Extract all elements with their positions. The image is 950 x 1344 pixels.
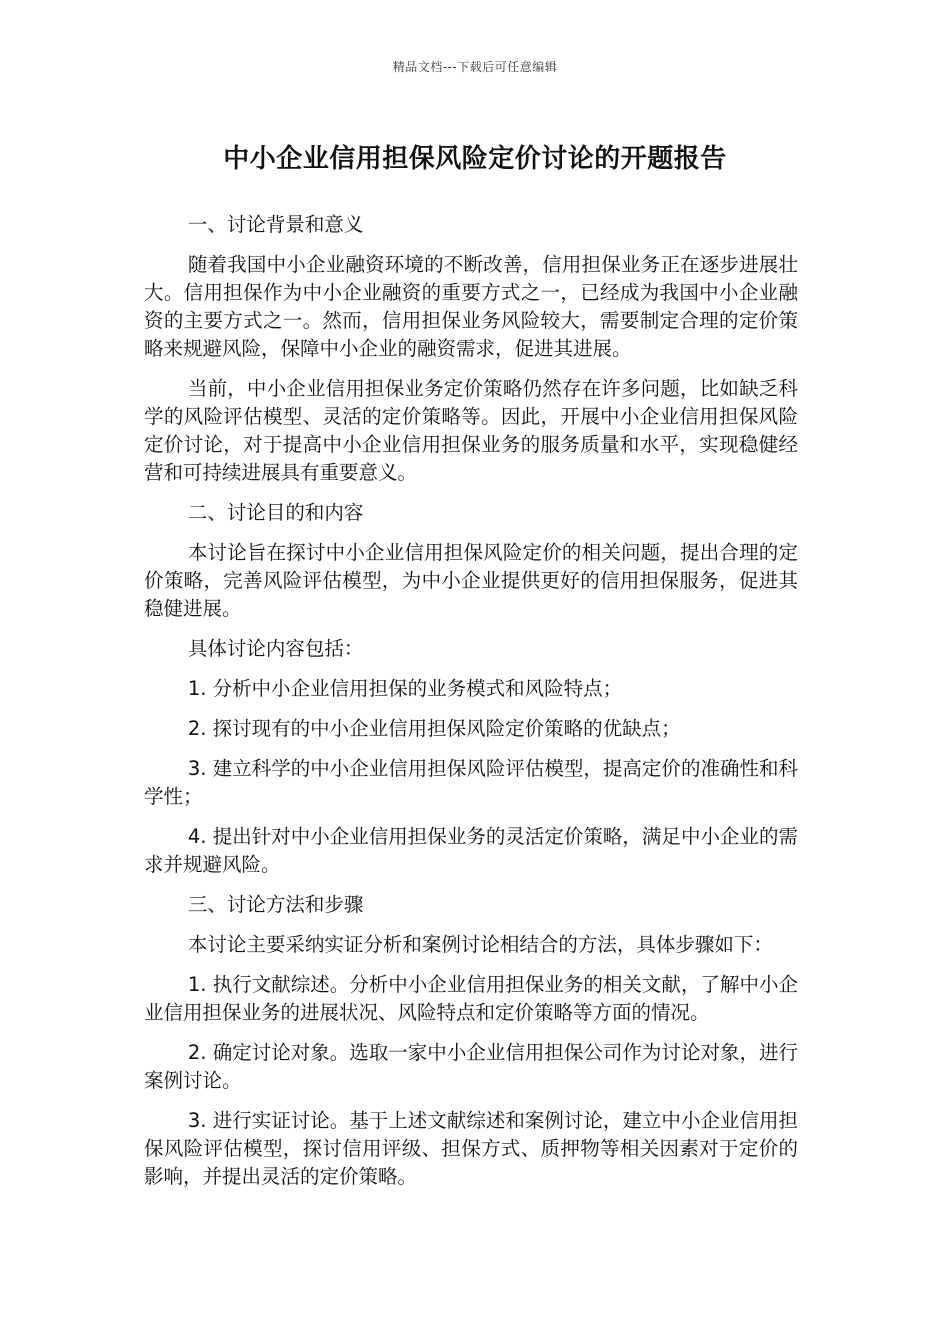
- list-item: 1. 分析中小企业信用担保的业务模式和风险特点；: [187, 677, 623, 700]
- list-item: 3. 建立科学的中小企业信用担保风险评估模型，提高定价的准确性和科学性；: [144, 757, 798, 808]
- list-item: 4. 提出针对中小企业信用担保业务的灵活定价策略，满足中小企业的需求并规避风险。: [144, 825, 798, 876]
- header-note: 精品文档---下载后可任意编辑: [392, 60, 558, 74]
- paragraph: 随着我国中小企业融资环境的不断改善，信用担保业务正在逐步进展壮大。信用担保作为中小企业融资的重要方式之一，已经成为我国中小企业融资的主要方式之一。然而，信用担保业务风险较大，需要制定合理的定价策略来规避风险，保障中小企业的融资需求，促进其进展。: [144, 253, 798, 360]
- paragraph: 本讨论旨在探讨中小企业信用担保风险定价的相关问题，提出合理的定价策略，完善风险评估模型，为中小企业提供更好的信用担保服务，促进其稳健进展。: [144, 541, 798, 620]
- list-item: 2. 确定讨论对象。选取一家中小企业信用担保公司作为讨论对象，进行案例讨论。: [144, 1041, 798, 1092]
- section-heading-purpose: 二、讨论目的和内容: [187, 501, 364, 524]
- document-title: 中小企业信用担保风险定价讨论的开题报告: [223, 144, 727, 174]
- list-item: 3. 进行实证讨论。基于上述文献综述和案例讨论，建立中小企业信用担保风险评估模型，探讨信用评级、担保方式、质押物等相关因素对于定价的影响，并提出灵活的定价策略。: [144, 1109, 798, 1188]
- paragraph: 具体讨论内容包括：: [187, 637, 364, 660]
- section-heading-background: 一、讨论背景和意义: [187, 213, 364, 236]
- list-item: 2. 探讨现有的中小企业信用担保风险定价策略的优缺点；: [187, 717, 681, 740]
- document-body: [144, 211, 798, 1203]
- list-item: 1. 执行文献综述。分析中小企业信用担保业务的相关文献，了解中小企业信用担保业务的进展状况、风险特点和定价策略等方面的情况。: [144, 973, 798, 1024]
- paragraph: 本讨论主要采纳实证分析和案例讨论相结合的方法，具体步骤如下：: [187, 933, 773, 956]
- paragraph: 当前，中小企业信用担保业务定价策略仍然存在许多问题，比如缺乏科学的风险评估模型、灵活的定价策略等。因此，开展中小企业信用担保风险定价讨论，对于提高中小企业信用担保业务的服务质量和水平，实现稳健经营和可持续进展具有重要意义。: [144, 377, 798, 484]
- section-heading-methods: 三、讨论方法和步骤: [187, 893, 364, 916]
